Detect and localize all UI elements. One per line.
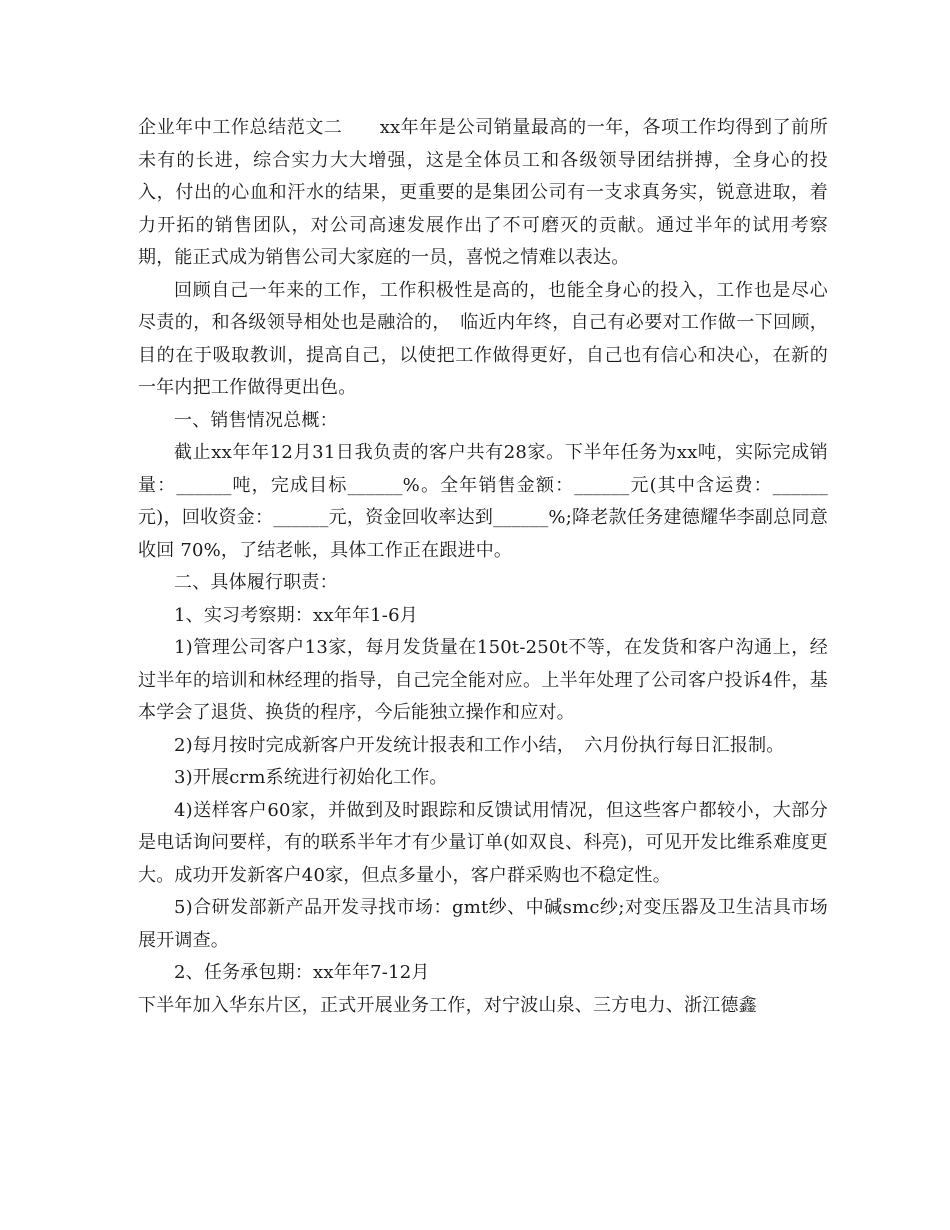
section-heading-sales-overview: 一、销售情况总概： xyxy=(174,409,338,431)
list-item-1: 1)管理公司客户13家，每月发货量在150t-250t不等，在发货和客户沟通上，经过半年的培训和林经理的指导，自己完全能对应。上半年处理了公司客户投诉4件，基本学会了退货、换货的程序，今后能独立操作和应对。 xyxy=(138,637,828,723)
paragraph-review: 回顾自己一年来的工作，工作积极性是高的，也能全身心的投入，工作也是尽心尽责的，和各级领导相处也是融洽的， 临近内年终，自己有必要对工作做一下回顾，目的在于吸取教训，提高自己，以使把工作做得更好，自己也有信心和决心，在新的一年内把工作做得更出色。 xyxy=(138,279,828,398)
document-body xyxy=(138,112,828,1022)
paragraph-intro: 企业年中工作总结范文二 xx年年是公司销量最高的一年，各项工作均得到了前所未有的长进，综合实力大大增强，这是全体员工和各级领导团结拼搏，全身心的投入，付出的心血和汗水的结果，更重要的是集团公司有一支求真务实，锐意进取，着力开拓的销售团队，对公司高速发展作出了不可磨灭的贡献。通过半年的试用考察期，能正式成为销售公司大家庭的一员，喜悦之情难以表达。 xyxy=(138,117,828,268)
list-item-4: 4)送样客户60家，并做到及时跟踪和反馈试用情况，但这些客户都较小，大部分是电话询问要样，有的联系半年才有少量订单(如双良、科亮)，可见开发比维系难度更大。成功开发新客户40家，但点多量小，客户群采购也不稳定性。 xyxy=(138,799,828,886)
paragraph-second-half: 下半年加入华东片区，正式开展业务工作，对宁波山泉、三方电力、浙江德鑫 xyxy=(138,994,757,1016)
subheading-contract-period: 2、任务承包期：xx年年7-12月 xyxy=(174,962,430,983)
paragraph-sales-figures: 截止xx年年12月31日我负责的客户共有28家。下半年任务为xx吨，实际完成销量：______吨，完成目标______%。全年销售金额：______元(其中含运费：______元)，回收资金：______元，资金回收率达到______%;降老款任务建德耀华李副总同意收回 70%，了结老帐，具体工作正在跟进中。 xyxy=(138,442,828,561)
list-item-5: 5)合研发部新产品开发寻找市场：gmt纱、中碱smc纱;对变压器及卫生洁具市场展开调查。 xyxy=(138,897,828,951)
list-item-2: 2)每月按时完成新客户开发统计报表和工作小结， 六月份执行每日汇报制。 xyxy=(174,734,785,756)
section-heading-duties: 二、具体履行职责： xyxy=(174,572,338,593)
subheading-internship-period: 1、实习考察期：xx年年1-6月 xyxy=(174,604,418,626)
list-item-3: 3)开展crm系统进行初始化工作。 xyxy=(174,767,448,788)
